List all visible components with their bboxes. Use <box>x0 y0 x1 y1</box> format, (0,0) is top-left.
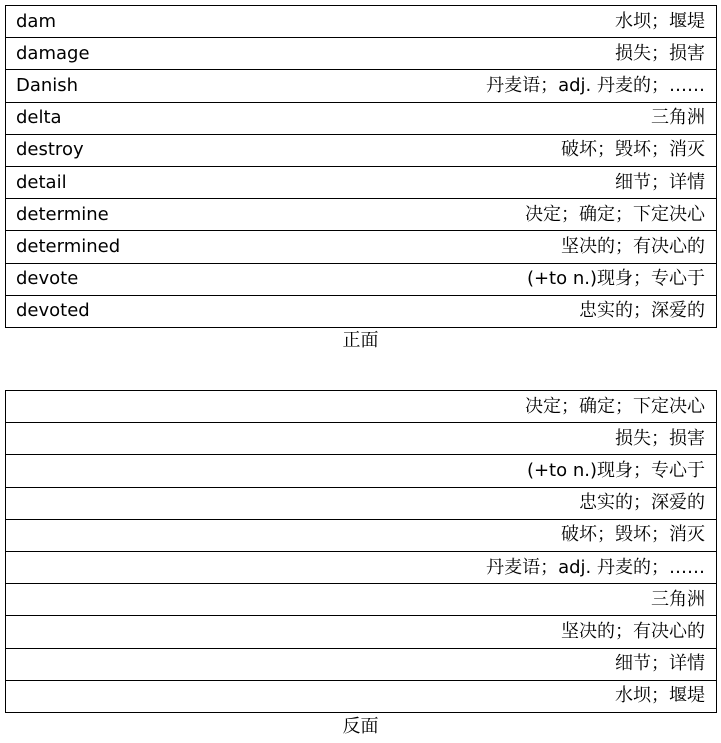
table-row <box>6 616 717 648</box>
chinese-meaning: 忠实的；深爱的 <box>6 487 717 519</box>
chinese-meaning: 水坝；堰堤 <box>206 6 717 38</box>
table-row <box>6 519 717 551</box>
table-row <box>6 584 717 616</box>
chinese-meaning: 损失；损害 <box>206 38 717 70</box>
table-row <box>6 295 717 327</box>
chinese-meaning: 破坏；毁坏；消灭 <box>206 134 717 166</box>
chinese-meaning: (+to n.)现身；专心于 <box>206 263 717 295</box>
front-caption: 正面 <box>342 330 379 351</box>
english-word: determined <box>6 231 206 263</box>
chinese-meaning: 决定；确定；下定决心 <box>6 391 717 423</box>
english-word: devote <box>6 263 206 295</box>
chinese-meaning: 丹麦语；adj. 丹麦的；…… <box>206 70 717 102</box>
chinese-meaning: 细节；详情 <box>6 648 717 680</box>
table-row <box>6 70 717 102</box>
chinese-meaning: 损失；损害 <box>6 423 717 455</box>
english-word: determine <box>6 199 206 231</box>
table-row <box>6 423 717 455</box>
chinese-meaning: 水坝；堰堤 <box>6 680 717 712</box>
chinese-meaning: 细节；详情 <box>206 166 717 198</box>
table-row <box>6 199 717 231</box>
table-row <box>6 166 717 198</box>
chinese-meaning: 忠实的；深爱的 <box>206 295 717 327</box>
table-row <box>6 263 717 295</box>
chinese-meaning: 坚决的；有决心的 <box>206 231 717 263</box>
table-row <box>6 134 717 166</box>
english-word: delta <box>6 102 206 134</box>
back-vocab-table <box>5 390 717 713</box>
table-row <box>6 231 717 263</box>
table-row <box>6 38 717 70</box>
english-word: damage <box>6 38 206 70</box>
back-caption: 反面 <box>342 716 379 737</box>
table-row <box>6 487 717 519</box>
chinese-meaning: 三角洲 <box>206 102 717 134</box>
chinese-meaning: 三角洲 <box>6 584 717 616</box>
chinese-meaning: 坚决的；有决心的 <box>6 616 717 648</box>
front-vocab-table <box>5 5 717 328</box>
chinese-meaning: (+to n.)现身；专心于 <box>6 455 717 487</box>
english-word: Danish <box>6 70 206 102</box>
table-row <box>6 6 717 38</box>
chinese-meaning: 丹麦语；adj. 丹麦的；…… <box>6 551 717 583</box>
table-row <box>6 551 717 583</box>
table-row <box>6 391 717 423</box>
chinese-meaning: 破坏；毁坏；消灭 <box>6 519 717 551</box>
english-word: dam <box>6 6 206 38</box>
english-word: destroy <box>6 134 206 166</box>
table-row <box>6 648 717 680</box>
english-word: detail <box>6 166 206 198</box>
english-word: devoted <box>6 295 206 327</box>
table-row <box>6 680 717 712</box>
table-row <box>6 455 717 487</box>
chinese-meaning: 决定；确定；下定决心 <box>206 199 717 231</box>
table-row <box>6 102 717 134</box>
